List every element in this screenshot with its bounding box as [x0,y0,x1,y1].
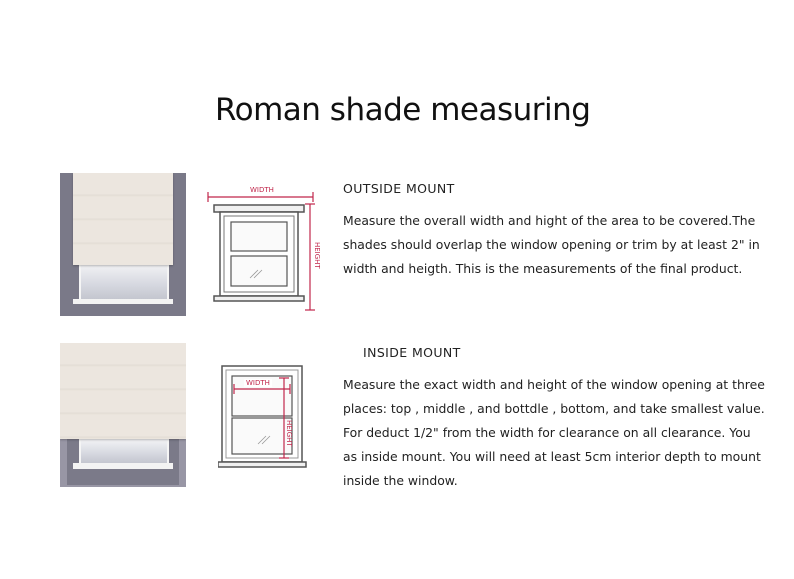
inside-mount-photo [60,343,186,487]
inside-mount-diagram [218,362,308,474]
inside-line-2: places: top , middle , and bottdle , bottom, and take smallest value. [343,401,765,416]
outside-height-label: HEIGHT [313,242,321,269]
outside-mount-heading: OUTSIDE MOUNT [343,181,455,196]
inside-line-4: as inside mount. You will need at least 5cm interior depth to mount [343,449,761,464]
inside-line-5: inside the window. [343,473,458,488]
inside-height-label: HEIGHT [285,420,293,447]
outside-mount-photo [60,173,186,316]
inside-mount-heading: INSIDE MOUNT [363,345,461,360]
outside-width-label: WIDTH [250,186,274,194]
outside-mount-diagram [200,182,330,317]
outside-mount-description [343,209,760,281]
page-title: Roman shade measuring [215,92,591,128]
inside-width-label: WIDTH [246,379,270,387]
inside-mount-description [343,373,765,493]
outside-line-3: width and heigth. This is the measurements of the final product. [343,261,743,276]
inside-line-1: Measure the exact width and height of the window opening at three [343,377,765,392]
inside-line-3: For deduct 1/2" from the width for clearance on all clearance. You [343,425,751,440]
outside-line-1: Measure the overall width and hight of the area to be covered.The [343,213,756,228]
outside-line-2: shades should overlap the window opening or trim by at least 2" in [343,237,760,252]
